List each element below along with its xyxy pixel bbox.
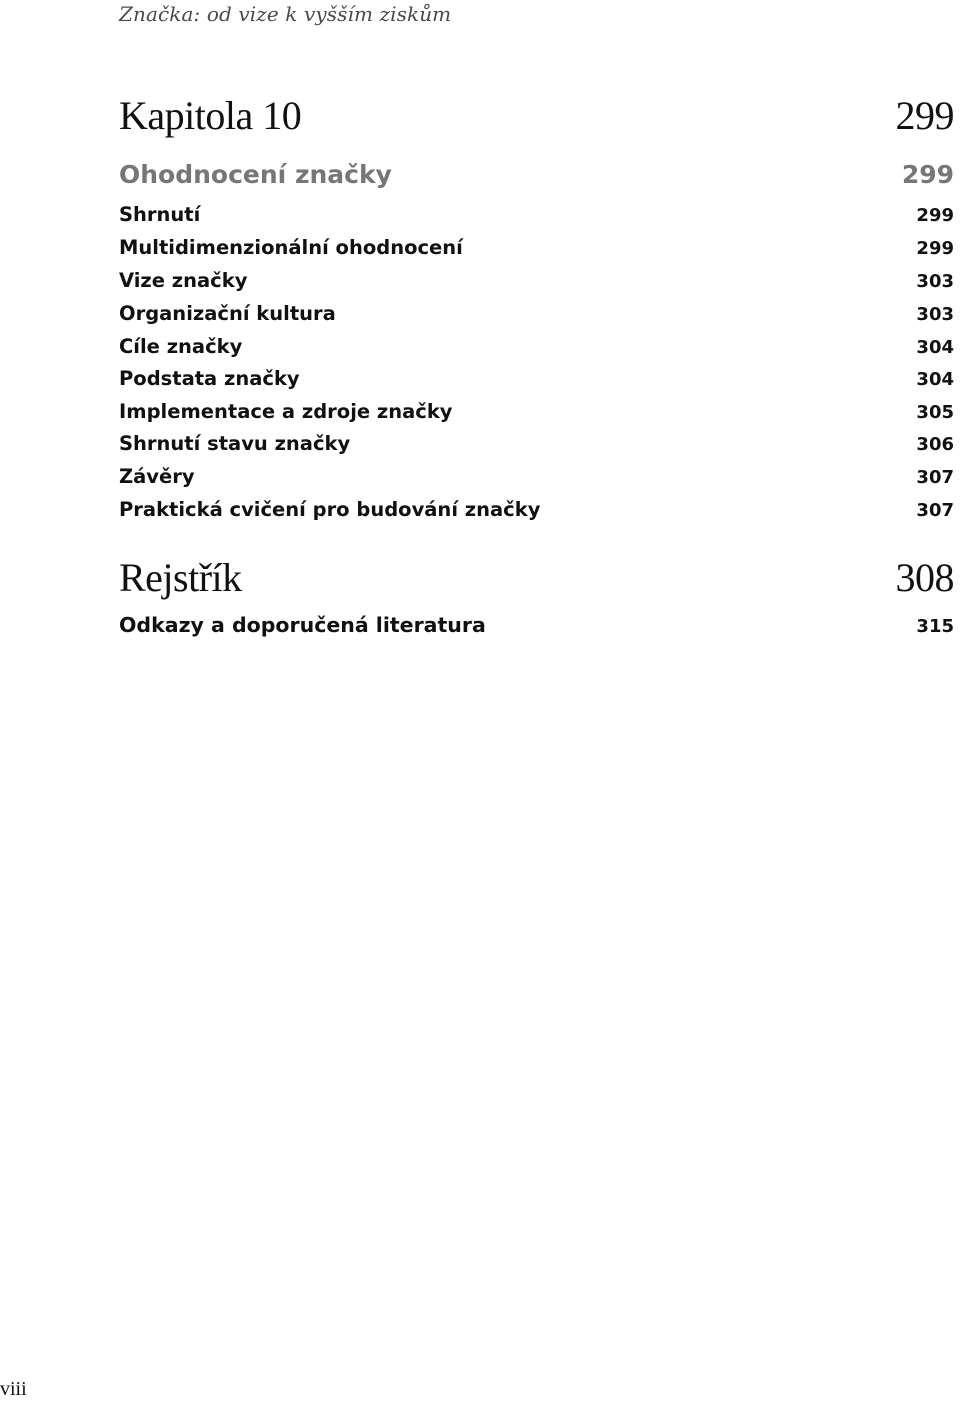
toc-entry [119,432,954,455]
toc-entry-page: 305 [916,402,954,423]
running-header: Značka: od vize k vyšším ziskům [119,2,452,26]
toc-entry [119,302,954,325]
toc-entry [119,465,954,488]
toc-entry-page: 304 [916,369,954,390]
section-page: 299 [901,160,954,189]
toc-entry [119,269,954,292]
toc-entry-page: 303 [916,304,954,325]
toc-entry [119,498,954,521]
toc-entry-page: 307 [916,500,954,521]
toc-entry-title: Vize značky [119,269,248,292]
toc-entry-title: Implementace a zdroje značky [119,400,453,423]
toc-entry-title: Multidimenzionální ohodnocení [119,236,463,259]
section-title: Ohodnocení značky [119,160,392,189]
index-title: Rejstřík [119,555,242,600]
section-heading [119,160,954,189]
toc-entry [119,367,954,390]
toc-entry-title: Shrnutí stavu značky [119,432,351,455]
toc-entry-title: Cíle značky [119,335,243,358]
chapter-page: 299 [895,93,954,138]
toc-entry-title: Praktická cvičení pro budování značky [119,498,541,521]
toc-entry-page: 306 [916,434,954,455]
index-heading [119,554,954,601]
toc-entry-title: Shrnutí [119,203,201,226]
toc-entry-page: 299 [916,238,954,259]
toc-entry-page: 303 [916,271,954,292]
toc-entry [119,335,954,358]
index-page: 308 [895,555,954,600]
chapter-title: Kapitola 10 [119,93,302,138]
toc-entry [119,236,954,259]
toc-entry-title: Podstata značky [119,367,300,390]
page-number: viii [0,1378,27,1400]
toc-entry [119,203,954,226]
references-title: Odkazy a doporučená literatura [119,613,486,637]
toc-entry-page: 299 [916,205,954,226]
toc-entry-page: 307 [916,467,954,488]
references-entry [119,613,954,637]
toc-entry [119,400,954,423]
toc-entry-title: Závěry [119,465,195,488]
references-page: 315 [916,616,954,637]
chapter-heading [119,92,954,139]
toc-entry-title: Organizační kultura [119,302,336,325]
toc-entry-page: 304 [916,337,954,358]
